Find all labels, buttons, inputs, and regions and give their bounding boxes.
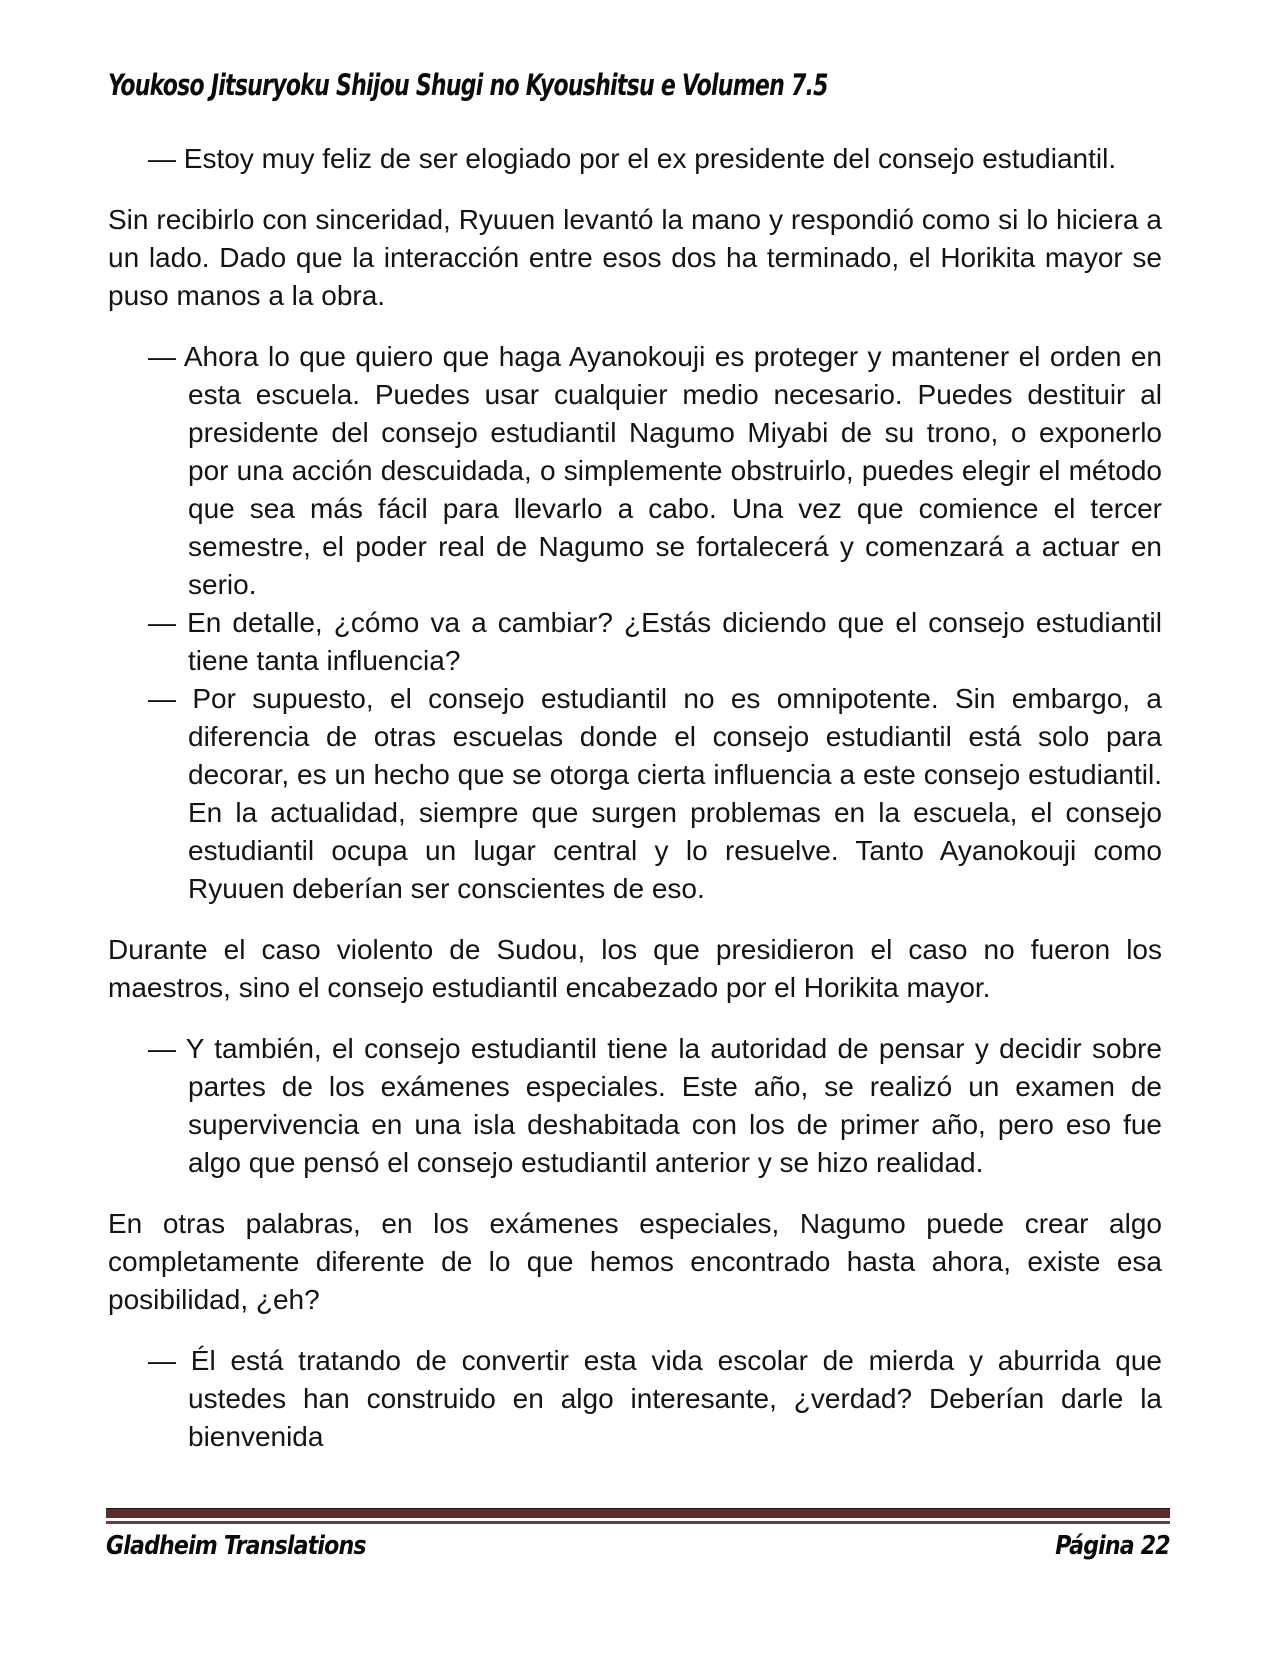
page-body	[108, 140, 1162, 1456]
footer-rule-thin-bar	[106, 1521, 1170, 1524]
dialogue-paragraph: — Estoy muy feliz de ser elogiado por el ex presidente del consejo estudiantil.	[148, 143, 1117, 174]
narration-paragraph: Sin recibirlo con sinceridad, Ryuuen levantó la mano y respondió como si lo hiciera a un lado. Dado que la interacción entre esos dos ha terminado, el Horikita mayor se puso manos a la obra.	[108, 204, 1162, 311]
footer-page-number: Página 22	[1055, 1531, 1170, 1561]
footer-text-row	[106, 1531, 1170, 1561]
narration-paragraph: Durante el caso violento de Sudou, los que presidieron el caso no fueron los maestros, sino el consejo estudiantil encabezado por el Horikita mayor.	[108, 934, 1162, 1003]
page-header	[108, 68, 1168, 102]
dialogue-paragraph: — Y también, el consejo estudiantil tiene la autoridad de pensar y decidir sobre partes de los exámenes especiales. Este año, se realizó un examen de supervivencia en una isla deshabitada con los de primer año, pero eso fue algo que pensó el consejo estudiantil anterior y se hizo realidad.	[148, 1033, 1162, 1178]
dialogue-paragraph: — Él está tratando de convertir esta vida escolar de mierda y aburrida que ustedes han construido en algo interesante, ¿verdad? Deberían darle la bienvenida	[148, 1345, 1162, 1452]
footer-rule-thick-bar	[106, 1508, 1170, 1518]
dialogue-paragraph: — Ahora lo que quiero que haga Ayanokouji es proteger y mantener el orden en esta escuela. Puedes usar cualquier medio necesario. Puedes destituir al presidente del consejo estudiantil Nagumo Miyabi de su trono, o exponerlo por una acción descuidada, o simplemente obstruirlo, puedes elegir el método que sea más fácil para llevarlo a cabo. Una vez que comience el tercer semestre, el poder real de Nagumo se fortalecerá y comenzará a actuar en serio.	[148, 341, 1162, 600]
running-head-title: Youkoso Jitsuryoku Shijou Shugi no Kyoushitsu e Volumen 7.5	[108, 68, 828, 102]
footer-translator-credit: Gladheim Translations	[106, 1531, 366, 1561]
narration-paragraph: En otras palabras, en los exámenes especiales, Nagumo puede crear algo completamente diferente de lo que hemos encontrado hasta ahora, existe esa posibilidad, ¿eh?	[108, 1208, 1162, 1315]
page-footer	[106, 1508, 1170, 1561]
dialogue-paragraph: — En detalle, ¿cómo va a cambiar? ¿Estás diciendo que el consejo estudiantil tiene tanta influencia?	[148, 607, 1162, 676]
dialogue-paragraph: — Por supuesto, el consejo estudiantil no es omnipotente. Sin embargo, a diferencia de otras escuelas donde el consejo estudiantil está solo para decorar, es un hecho que se otorga cierta influencia a este consejo estudiantil. En la actualidad, siempre que surgen problemas en la escuela, el consejo estudiantil ocupa un lugar central y lo resuelve. Tanto Ayanokouji como Ryuuen deberían ser conscientes de eso.	[148, 683, 1162, 904]
footer-rule	[106, 1508, 1170, 1524]
